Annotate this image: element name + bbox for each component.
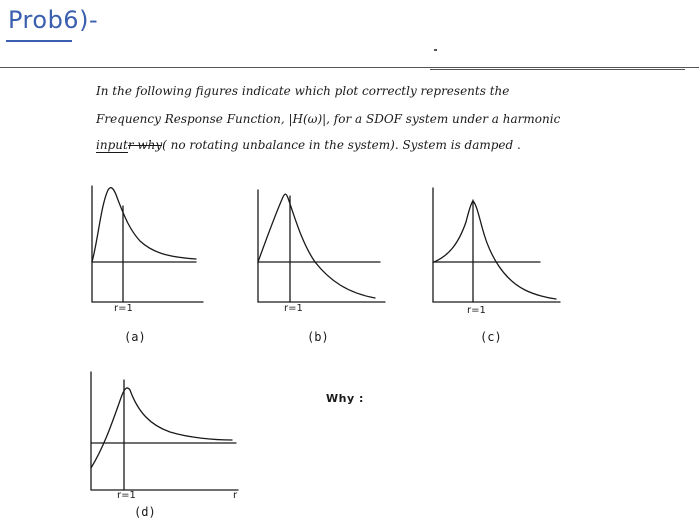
input-word: input	[96, 138, 128, 152]
plot-a-tick-label: r=1	[114, 303, 133, 314]
plot-c-curve	[434, 201, 556, 299]
plot-c-tick-label: r=1	[467, 305, 486, 316]
plot-d-tick-label: r=1	[117, 490, 136, 501]
plot-a-caption: (a)	[124, 330, 146, 344]
plot-b-curve	[258, 194, 375, 298]
plot-c-caption: (c)	[480, 330, 502, 344]
plot-a	[92, 186, 203, 302]
plot-d-caption: (d)	[134, 505, 156, 519]
plot-c	[433, 188, 560, 302]
why-label: Why :	[326, 392, 364, 405]
plot-d-axis-end-label: r	[233, 490, 238, 501]
question-line-1: In the following figures indicate which plot correctly represents the	[96, 84, 510, 98]
problem-title: Prob6)-	[8, 6, 99, 34]
plot-a-curve	[92, 188, 196, 262]
question-line-3-rest: ( no rotating unbalance in the system). System is damped .	[162, 138, 521, 152]
struck-text: r why	[127, 138, 163, 152]
plot-d-curve	[91, 388, 232, 468]
question-line-2: Frequency Response Function, |H(ω)|, for a SDOF system under a harmonic	[96, 112, 561, 126]
plot-b-tick-label: r=1	[284, 303, 303, 314]
plot-b	[258, 190, 385, 302]
plot-b-caption: (b)	[307, 330, 329, 344]
plot-d	[91, 372, 238, 490]
